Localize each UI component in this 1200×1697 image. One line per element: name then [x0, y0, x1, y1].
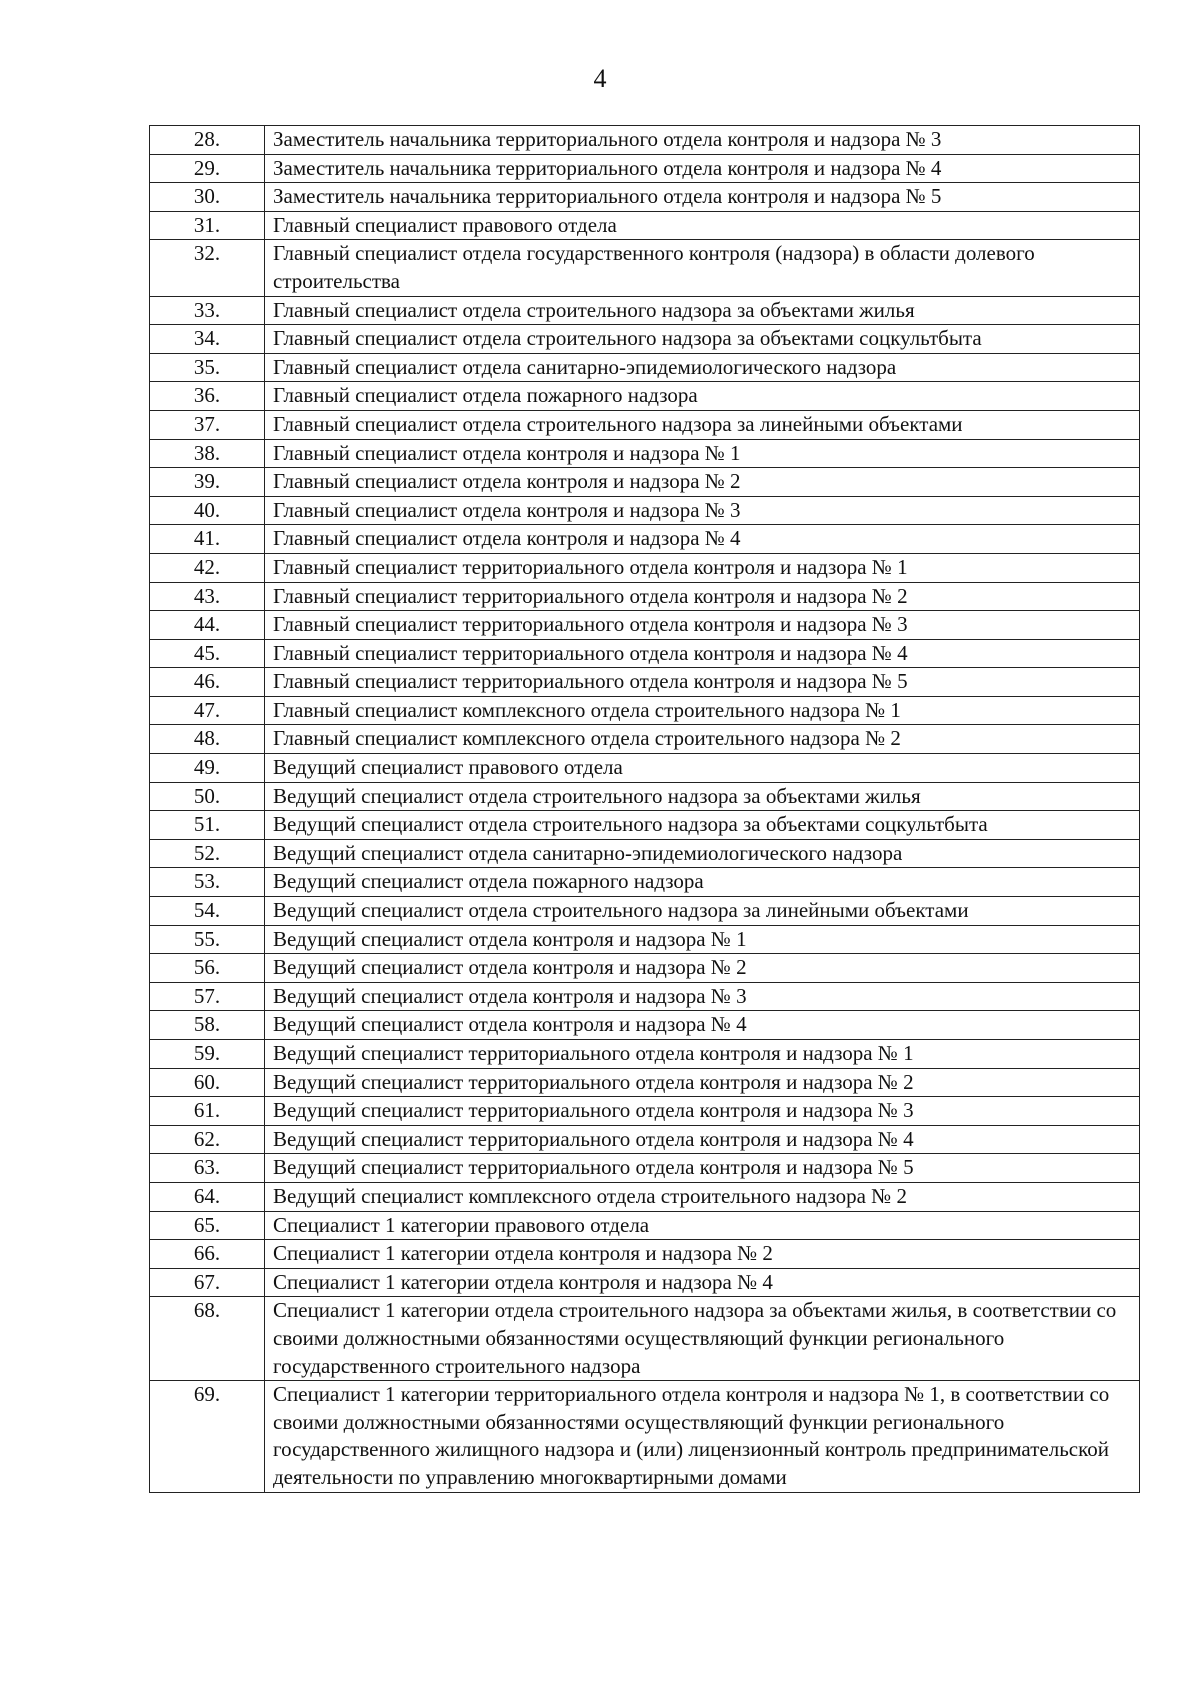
- position-title: Специалист 1 категории правового отдела: [265, 1211, 1140, 1240]
- position-title: Главный специалист территориального отдела контроля и надзора № 2: [265, 582, 1140, 611]
- position-title: Специалист 1 категории территориального отдела контроля и надзора № 1, в соответствии со своими должностными обязанностями осуществляющий функции регионального государственного жилищного надзора и (или) лицензионный контроль предпринимательской деятельности по управлению многоквартирными домами: [265, 1381, 1140, 1492]
- row-number: 44.: [150, 611, 265, 640]
- row-number: 68.: [150, 1297, 265, 1381]
- table-row: [150, 353, 1140, 382]
- table-row: [150, 1381, 1140, 1492]
- table-row: [150, 126, 1140, 155]
- row-number: 49.: [150, 754, 265, 783]
- row-number: 28.: [150, 126, 265, 155]
- positions-table-body: [150, 126, 1140, 1493]
- position-title: Главный специалист отдела контроля и надзора № 1: [265, 439, 1140, 468]
- position-title: Главный специалист территориального отдела контроля и надзора № 5: [265, 668, 1140, 697]
- table-row: [150, 725, 1140, 754]
- position-title: Ведущий специалист отдела строительного надзора за линейными объектами: [265, 897, 1140, 926]
- position-title: Главный специалист отдела контроля и надзора № 2: [265, 468, 1140, 497]
- row-number: 63.: [150, 1154, 265, 1183]
- table-row: [150, 639, 1140, 668]
- position-title: Ведущий специалист территориального отдела контроля и надзора № 3: [265, 1097, 1140, 1126]
- table-row: [150, 582, 1140, 611]
- row-number: 56.: [150, 954, 265, 983]
- position-title: Ведущий специалист отдела контроля и надзора № 3: [265, 982, 1140, 1011]
- row-number: 46.: [150, 668, 265, 697]
- row-number: 69.: [150, 1381, 265, 1492]
- position-title: Специалист 1 категории отдела контроля и надзора № 4: [265, 1268, 1140, 1297]
- table-row: [150, 1068, 1140, 1097]
- table-row: [150, 668, 1140, 697]
- row-number: 48.: [150, 725, 265, 754]
- position-title: Главный специалист отдела строительного надзора за линейными объектами: [265, 410, 1140, 439]
- position-title: Специалист 1 категории отдела контроля и надзора № 2: [265, 1240, 1140, 1269]
- position-title: Главный специалист отдела строительного надзора за объектами соцкультбыта: [265, 325, 1140, 354]
- position-title: Ведущий специалист комплексного отдела строительного надзора № 2: [265, 1182, 1140, 1211]
- row-number: 37.: [150, 410, 265, 439]
- table-row: [150, 1268, 1140, 1297]
- position-title: Главный специалист территориального отдела контроля и надзора № 3: [265, 611, 1140, 640]
- row-number: 29.: [150, 154, 265, 183]
- position-title: Ведущий специалист отдела контроля и надзора № 4: [265, 1011, 1140, 1040]
- position-title: Ведущий специалист отдела контроля и надзора № 2: [265, 954, 1140, 983]
- row-number: 40.: [150, 496, 265, 525]
- row-number: 53.: [150, 868, 265, 897]
- table-row: [150, 553, 1140, 582]
- row-number: 35.: [150, 353, 265, 382]
- position-title: Главный специалист отдела пожарного надзора: [265, 382, 1140, 411]
- position-title: Главный специалист комплексного отдела строительного надзора № 1: [265, 696, 1140, 725]
- row-number: 54.: [150, 897, 265, 926]
- row-number: 67.: [150, 1268, 265, 1297]
- position-title: Специалист 1 категории отдела строительного надзора за объектами жилья, в соответствии со своими должностными обязанностями осуществляющий функции регионального государственного строительного надзора: [265, 1297, 1140, 1381]
- row-number: 41.: [150, 525, 265, 554]
- table-row: [150, 1297, 1140, 1381]
- table-row: [150, 1097, 1140, 1126]
- row-number: 50.: [150, 782, 265, 811]
- table-row: [150, 1125, 1140, 1154]
- row-number: 64.: [150, 1182, 265, 1211]
- row-number: 57.: [150, 982, 265, 1011]
- position-title: Ведущий специалист территориального отдела контроля и надзора № 4: [265, 1125, 1140, 1154]
- row-number: 60.: [150, 1068, 265, 1097]
- position-title: Заместитель начальника территориального отдела контроля и надзора № 3: [265, 126, 1140, 155]
- row-number: 55.: [150, 925, 265, 954]
- row-number: 33.: [150, 296, 265, 325]
- row-number: 65.: [150, 1211, 265, 1240]
- table-row: [150, 382, 1140, 411]
- table-row: [150, 611, 1140, 640]
- position-title: Ведущий специалист отдела контроля и надзора № 1: [265, 925, 1140, 954]
- row-number: 45.: [150, 639, 265, 668]
- position-title: Ведущий специалист территориального отдела контроля и надзора № 5: [265, 1154, 1140, 1183]
- position-title: Ведущий специалист территориального отдела контроля и надзора № 2: [265, 1068, 1140, 1097]
- table-row: [150, 811, 1140, 840]
- table-row: [150, 1011, 1140, 1040]
- table-row: [150, 868, 1140, 897]
- table-row: [150, 925, 1140, 954]
- table-row: [150, 1154, 1140, 1183]
- table-row: [150, 754, 1140, 783]
- position-title: Главный специалист территориального отдела контроля и надзора № 4: [265, 639, 1140, 668]
- table-row: [150, 240, 1140, 296]
- table-row: [150, 296, 1140, 325]
- row-number: 66.: [150, 1240, 265, 1269]
- page-number: 4: [593, 64, 607, 93]
- row-number: 43.: [150, 582, 265, 611]
- positions-table: [149, 125, 1140, 1493]
- position-title: Заместитель начальника территориального отдела контроля и надзора № 4: [265, 154, 1140, 183]
- position-title: Главный специалист комплексного отдела строительного надзора № 2: [265, 725, 1140, 754]
- row-number: 62.: [150, 1125, 265, 1154]
- row-number: 39.: [150, 468, 265, 497]
- position-title: Ведущий специалист отдела строительного надзора за объектами жилья: [265, 782, 1140, 811]
- position-title: Ведущий специалист территориального отдела контроля и надзора № 1: [265, 1040, 1140, 1069]
- row-number: 47.: [150, 696, 265, 725]
- position-title: Ведущий специалист отдела строительного надзора за объектами соцкультбыта: [265, 811, 1140, 840]
- position-title: Главный специалист отдела санитарно-эпидемиологического надзора: [265, 353, 1140, 382]
- table-row: [150, 696, 1140, 725]
- table-row: [150, 954, 1140, 983]
- row-number: 58.: [150, 1011, 265, 1040]
- position-title: Заместитель начальника территориального отдела контроля и надзора № 5: [265, 183, 1140, 212]
- position-title: Главный специалист правового отдела: [265, 211, 1140, 240]
- position-title: Ведущий специалист отдела пожарного надзора: [265, 868, 1140, 897]
- row-number: 42.: [150, 553, 265, 582]
- table-row: [150, 183, 1140, 212]
- position-title: Главный специалист отдела контроля и надзора № 3: [265, 496, 1140, 525]
- row-number: 34.: [150, 325, 265, 354]
- table-row: [150, 897, 1140, 926]
- table-row: [150, 839, 1140, 868]
- position-title: Главный специалист отдела строительного надзора за объектами жилья: [265, 296, 1140, 325]
- row-number: 32.: [150, 240, 265, 296]
- row-number: 36.: [150, 382, 265, 411]
- row-number: 52.: [150, 839, 265, 868]
- row-number: 31.: [150, 211, 265, 240]
- row-number: 38.: [150, 439, 265, 468]
- table-row: [150, 1040, 1140, 1069]
- position-title: Ведущий специалист правового отдела: [265, 754, 1140, 783]
- table-row: [150, 154, 1140, 183]
- table-row: [150, 325, 1140, 354]
- table-row: [150, 410, 1140, 439]
- table-row: [150, 525, 1140, 554]
- row-number: 61.: [150, 1097, 265, 1126]
- table-row: [150, 982, 1140, 1011]
- position-title: Ведущий специалист отдела санитарно-эпидемиологического надзора: [265, 839, 1140, 868]
- table-row: [150, 496, 1140, 525]
- row-number: 51.: [150, 811, 265, 840]
- table-row: [150, 1240, 1140, 1269]
- table-row: [150, 439, 1140, 468]
- row-number: 59.: [150, 1040, 265, 1069]
- table-row: [150, 1211, 1140, 1240]
- table-row: [150, 782, 1140, 811]
- table-row: [150, 468, 1140, 497]
- position-title: Главный специалист отдела государственного контроля (надзора) в области долевого строительства: [265, 240, 1140, 296]
- table-row: [150, 1182, 1140, 1211]
- row-number: 30.: [150, 183, 265, 212]
- position-title: Главный специалист отдела контроля и надзора № 4: [265, 525, 1140, 554]
- position-title: Главный специалист территориального отдела контроля и надзора № 1: [265, 553, 1140, 582]
- table-row: [150, 211, 1140, 240]
